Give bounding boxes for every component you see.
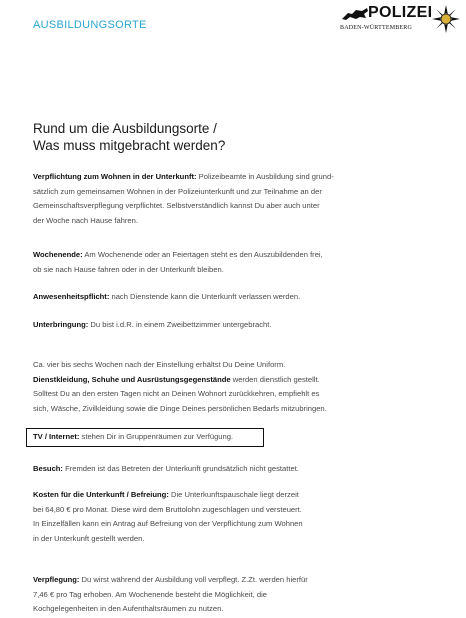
section-label: Anwesenheitspflicht: — [33, 292, 110, 301]
section-text: Die Unterkunftspauschale liegt derzeit — [168, 490, 299, 499]
section-text: 7,46 € pro Tag erhoben. Am Wochenende besteht die Möglichkeit, die — [33, 589, 268, 599]
section-text: in der Unterkunft gestellt werden. — [33, 533, 145, 543]
section-tv-internet-highlighted — [26, 428, 264, 447]
section-text: sätzlich zum gemeinsamen Wohnen in der Polizeiunterkunft und zur Teilnahme an der — [33, 186, 322, 196]
section-unterbringung — [33, 318, 271, 333]
heading-line-1: Rund um die Ausbildungsorte / — [33, 121, 217, 136]
polizei-logo — [340, 3, 460, 39]
section-label: Wochenende: — [33, 250, 83, 259]
deer-lion-icon — [340, 5, 370, 23]
section-text: Polizeibeamte in Ausbildung sind grund- — [196, 172, 334, 181]
section-anwesenheitspflicht — [33, 290, 300, 305]
section-text: bei 64,80 € pro Monat. Diese wird dem Bruttolohn zugeschlagen und versteuert. — [33, 504, 302, 514]
section-label: Verpflichtung zum Wohnen in der Unterkunft: — [33, 172, 197, 181]
section-text: In Einzelfällen kann ein Antrag auf Befreiung von der Verpflichtung zum Wohnen — [33, 519, 303, 528]
section-text: Ca. vier bis sechs Wochen nach der Einstellung erhältst Du Deine Uniform. — [33, 360, 286, 369]
section-title: AUSBILDUNGSORTE — [33, 19, 147, 31]
section-label: Besuch: — [33, 464, 63, 473]
section-text: ob sie nach Hause fahren oder in der Unterkunft bleiben. — [33, 264, 224, 274]
section-label: Dienstkleidung, Schuhe und Ausrüstungsgegenstände — [33, 374, 231, 384]
section-wochenende — [33, 248, 323, 277]
section-uniform — [33, 358, 327, 416]
police-star-icon — [432, 5, 460, 33]
section-label: TV / Internet: — [33, 432, 80, 441]
section-kosten — [33, 488, 303, 546]
logo-text: POLIZEI — [368, 4, 433, 21]
section-text: Fremden ist das Betreten der Unterkunft grundsätzlich nicht gestattet. — [62, 464, 299, 473]
section-text: stehen Dir in Gruppenräumen zur Verfügung. — [79, 432, 234, 441]
section-text: sich, Wäsche, Zivilkleidung sowie die Dinge Deines persönlichen Bedarfs mitzubringen. — [33, 403, 327, 413]
page-heading — [33, 120, 225, 154]
section-text: Gemeinschaftsverpflegung verpflichtet. Selbstverständlich kannst Du aber auch unter — [33, 201, 320, 210]
section-text: nach Dienstende kann die Unterkunft verlassen werden. — [109, 292, 301, 301]
section-text: Kochgelegenheiten in den Aufenthaltsräumen zu nutzen. — [33, 604, 224, 613]
section-besuch — [33, 462, 299, 477]
section-label: Kosten für die Unterkunft / Befreiung: — [33, 490, 169, 499]
section-verpflegung — [33, 573, 308, 617]
section-text: Solltest Du an den ersten Tagen nicht an Deinen Wohnort zurückkehren, empfiehlt es — [33, 389, 320, 398]
section-text: Du wirst während der Ausbildung voll verpflegt. Z.Zt. werden hierfür — [79, 575, 308, 584]
section-verpflichtung — [33, 170, 334, 228]
section-label: Verpflegung: — [33, 575, 80, 584]
heading-line-2: Was muss mitgebracht werden? — [33, 138, 226, 153]
section-text: der Woche nach Hause fahren. — [33, 215, 138, 225]
section-text: Du bist i.d.R. in einem Zweibettzimmer untergebracht. — [88, 320, 272, 329]
section-text: Am Wochenende oder an Feiertagen steht es den Auszubildenden frei, — [82, 250, 323, 259]
section-label: Unterbringung: — [33, 320, 89, 329]
logo-subtitle: BADEN-WÜRTTEMBERG — [340, 25, 413, 31]
section-text: werden dienstlich gestellt. — [230, 374, 320, 384]
